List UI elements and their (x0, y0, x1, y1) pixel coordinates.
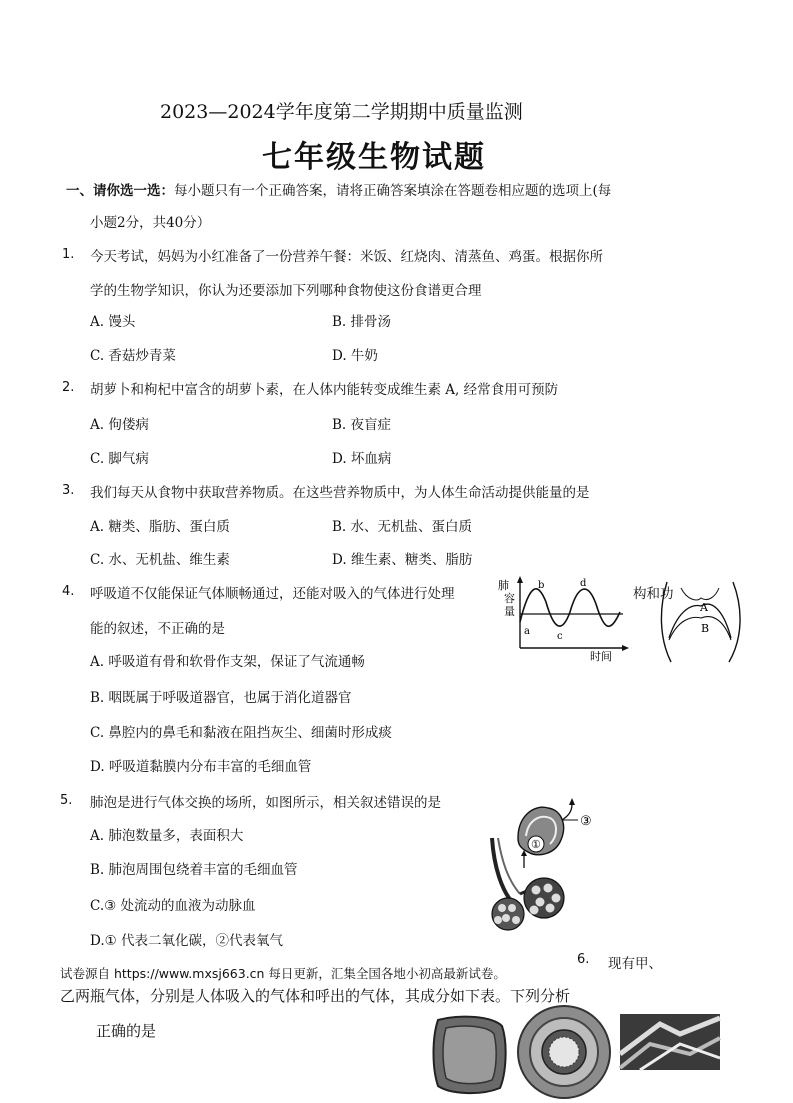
vessel-section-image (514, 1002, 614, 1102)
y-label: 肺 (498, 579, 509, 592)
lung-volume-graph (500, 576, 635, 666)
question-number: 6. (577, 952, 590, 967)
point-label: b (538, 580, 545, 591)
y-label: 量 (504, 605, 515, 618)
label-b: B (701, 622, 710, 635)
option-c: C. 水、无机盐、维生素 (90, 552, 230, 568)
volume-curve (520, 589, 620, 626)
question-number: 5. (60, 793, 73, 808)
question-stem: 能的叙述，不正确的是 (90, 621, 225, 637)
exam-subtitle: 2023—2024学年度第二学期期中质量监测 (160, 101, 523, 123)
y-axis-arrow (517, 576, 523, 583)
option-c: C. 脚气病 (90, 451, 149, 467)
question-stem: 学的生物学知识，你认为还要添加下列哪种食物使这份食谱更合理 (90, 283, 482, 299)
question-stem: 乙两瓶气体，分别是人体吸入的气体和呼出的气体，其成分如下表。下列分析 (60, 987, 571, 1005)
instructions-line-1: 每小题只有一个正确答案，请将正确答案填涂在答题卷相应题的选项上(每 (174, 183, 612, 199)
option-a: A. 佝偻病 (90, 417, 149, 433)
option-a: A. 肺泡数量多，表面积大 (90, 828, 244, 844)
option-d: D. 维生素、糖类、脂肪 (332, 552, 473, 568)
point-label: c (557, 631, 563, 642)
option-b: B. 肺泡周围包绕着丰富的毛细血管 (90, 862, 298, 878)
option-a: A. 馒头 (90, 314, 136, 330)
label-1: ① (531, 838, 541, 851)
x-label: 时间 (590, 650, 612, 663)
point-label: a (524, 626, 530, 637)
instructions-line-2: 小题2分，共40分） (90, 215, 211, 231)
question-stem: 呼吸道不仅能保证气体顺畅通过，还能对吸入的气体进行处理 (90, 586, 455, 602)
option-b: B. 夜盲症 (332, 417, 392, 433)
option-a: A. 糖类、脂肪、蛋白质 (90, 519, 230, 535)
x-axis-arrow (622, 645, 629, 651)
option-c: C.③ 处流动的血液为动脉血 (90, 898, 256, 914)
point-label: d (580, 578, 587, 589)
label-a: A (700, 601, 708, 614)
option-c: C. 鼻腔内的鼻毛和黏液在阻挡灰尘、细菌时形成痰 (90, 725, 392, 741)
question-stem: 肺泡是进行气体交换的场所，如图所示，相关叙述错误的是 (90, 795, 441, 811)
exam-title: 七年级生物试题 (262, 140, 486, 175)
question-stem: 今天考试，妈妈为小红准备了一份营养午餐：米饭、红烧肉、清蒸鱼、鸡蛋。根据你所 (90, 249, 603, 265)
option-a: A. 呼吸道有骨和软骨作支架，保证了气流通畅 (90, 654, 365, 670)
question-number: 3. (62, 483, 75, 498)
question-number: 2. (62, 380, 75, 395)
diaphragm-b (669, 617, 731, 640)
question-stem-tail: 构和功 (633, 586, 674, 602)
chest-diagram (657, 578, 745, 666)
option-b: B. 咽既属于呼吸道器官，也属于消化道器官 (90, 690, 352, 706)
question-stem: 我们每天从食物中获取营养物质。在这些营养物质中，为人体生命活动提供能量的是 (90, 485, 590, 501)
option-b: B. 水、无机盐、蛋白质 (332, 519, 473, 535)
section-label: 一、请你选一选： (66, 183, 174, 199)
option-d: D. 牛奶 (332, 348, 378, 364)
alveolar-sac (492, 898, 524, 930)
option-b: B. 排骨汤 (332, 314, 392, 330)
question-stem: 正确的是 (96, 1022, 157, 1040)
question-number: 4. (62, 584, 75, 599)
y-label: 容 (504, 592, 515, 605)
alveoli-diagram (478, 798, 603, 938)
question-stem: 现有甲、 (608, 956, 662, 972)
source-line: 试卷源自 https://www.mxsj663.cn 每日更新，汇集全国各地小初高最新试卷。 (60, 966, 506, 981)
option-d: D. 坏血病 (332, 451, 392, 467)
section-instructions (66, 179, 611, 199)
question-stem: 胡萝卜和枸杞中富含的胡萝卜素，在人体内能转变成维生素 A, 经常食用可预防 (90, 382, 559, 398)
option-d: D.① 代表二氧化碳，②代表氧气 (90, 933, 284, 949)
tissue-section-image (430, 1014, 508, 1096)
bronchiole (492, 838, 512, 902)
option-d: D. 呼吸道黏膜内分布丰富的毛细血管 (90, 759, 312, 775)
option-c: C. 香菇炒青菜 (90, 348, 176, 364)
muscle-tissue-image (620, 1014, 720, 1074)
label-3: ③ (580, 814, 592, 829)
question-number: 1. (62, 247, 75, 262)
